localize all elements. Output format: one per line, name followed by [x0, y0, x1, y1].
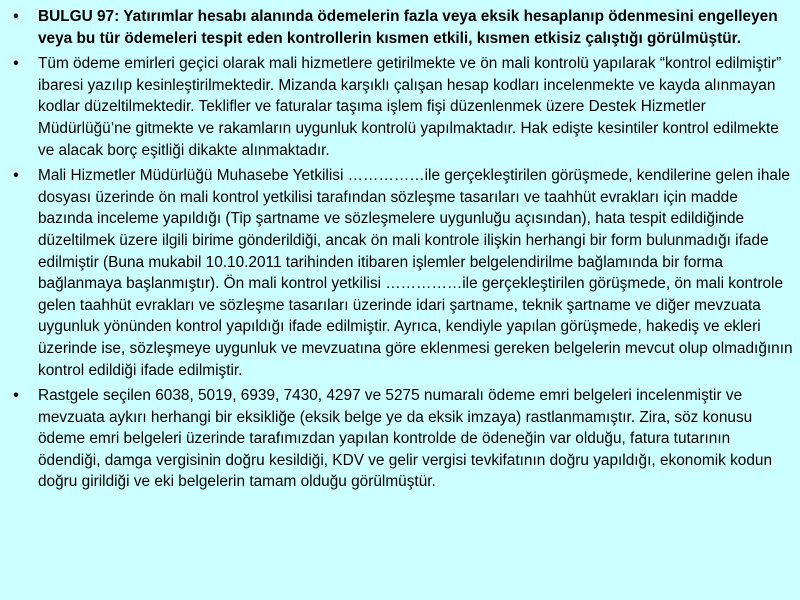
- bullet-icon: •: [13, 8, 19, 25]
- list-item: [8, 165, 794, 381]
- bullet-list: [8, 6, 794, 493]
- bullet-icon: •: [13, 55, 19, 73]
- paragraph-text: Rastgele seçilen 6038, 5019, 6939, 7430, 4297 ve 5275 numaralı ödeme emri belgeleri incelenmiştir ve mevzuata aykırı herhangi bir eksikliğe (eksik belge ye da eksik imzaya) rastlanmamıştır. Zira, söz konusu ödeme emri belgeleri üzerinde tarafımızdan yapılan kontrolde de ödeneğin var olduğu, fatura tutarının ödendiği, damga vergisinin doğru kesildiği, KDV ve gelir vergisi tevkifatının doğru yapıldığı, ekonomik kodun doğru girildiği ve eki belgelerin tamam olduğu görülmüştür.: [38, 387, 773, 491]
- paragraph-text: Tüm ödeme emirleri geçici olarak mali hizmetlere getirilmekte ve ön mali kontrolü yapılarak “kontrol edilmiştir” ibaresi yazılıp kesinleştirilmektedir. Mizanda karşıklı çalışan hesap kodları incelenmekte ve kayda alınmayan kodlar düzeltilmektedir. Teklifler ve faturalar taşıma işlem fişi düzenlenmek üzere Destek Hizmetler Müdürlüğü’ne gitmekte ve rakamların uygunluk kontrolü yapılmaktadır. Hak edişte kesintiler kontrol edilmekte ve alacak borç eşitliği dikakte alınmaktadır.: [38, 55, 782, 159]
- bullet-icon: •: [13, 167, 19, 185]
- list-item: [8, 385, 794, 493]
- list-item: [8, 53, 794, 161]
- list-item-finding: [8, 6, 794, 49]
- paragraph-text: Mali Hizmetler Müdürlüğü Muhasebe Yetkilisi ……………ile gerçekleştirilen görüşmede, kendilerine gelen ihale dosyası üzerinde ön mali kontrol yetkilisi tarafından sözleşme tasarıları ve taahhüt evrakları için madde bazında inceleme yapıldığı (Tip şartname ve sözleşmelere uygunluğu açısından), hata tespit edildiğinde düzeltilmek üzere ilgili birime gönderildiği, ancak ön mali kontrole ilişkin herhangi bir form bulunmadığı ifade edilmiştir (Buna mukabil 10.10.2011 tarihinden itibaren işlemler belgelendirilme bağlamında bir forma bağlanmaya başlanmıştır). Ön mali kontrol yetkilisi ……………ile gerçekleştirilen görüşmede, ön mali kontrole gelen taahhüt evrakları ve sözleşme tasarıları üzerinde idari şartname, teknik şartname ve diğer mevzuata uygunluk yönünden kontrol yapıldığı ifade edilmiştir. Ayrıca, kendiyle yapılan görüşmede, hakediş ve ekleri üzerinde ise, sözleşmeye uygunluk ve mevzuatına göre eklenmesi gereken belgelerin mevcut olup olmadığının kontrol edildiği ifade edilmiştir.: [38, 167, 793, 379]
- bullet-icon: •: [13, 387, 19, 405]
- finding-heading: BULGU 97: Yatırımlar hesabı alanında ödemelerin fazla veya eksik hesaplanıp ödenmesini engelleyen veya bu tür ödemeleri tespit eden kontrollerin kısmen etkili, kısmen etkisiz çalıştığı görülmüştür.: [38, 8, 778, 47]
